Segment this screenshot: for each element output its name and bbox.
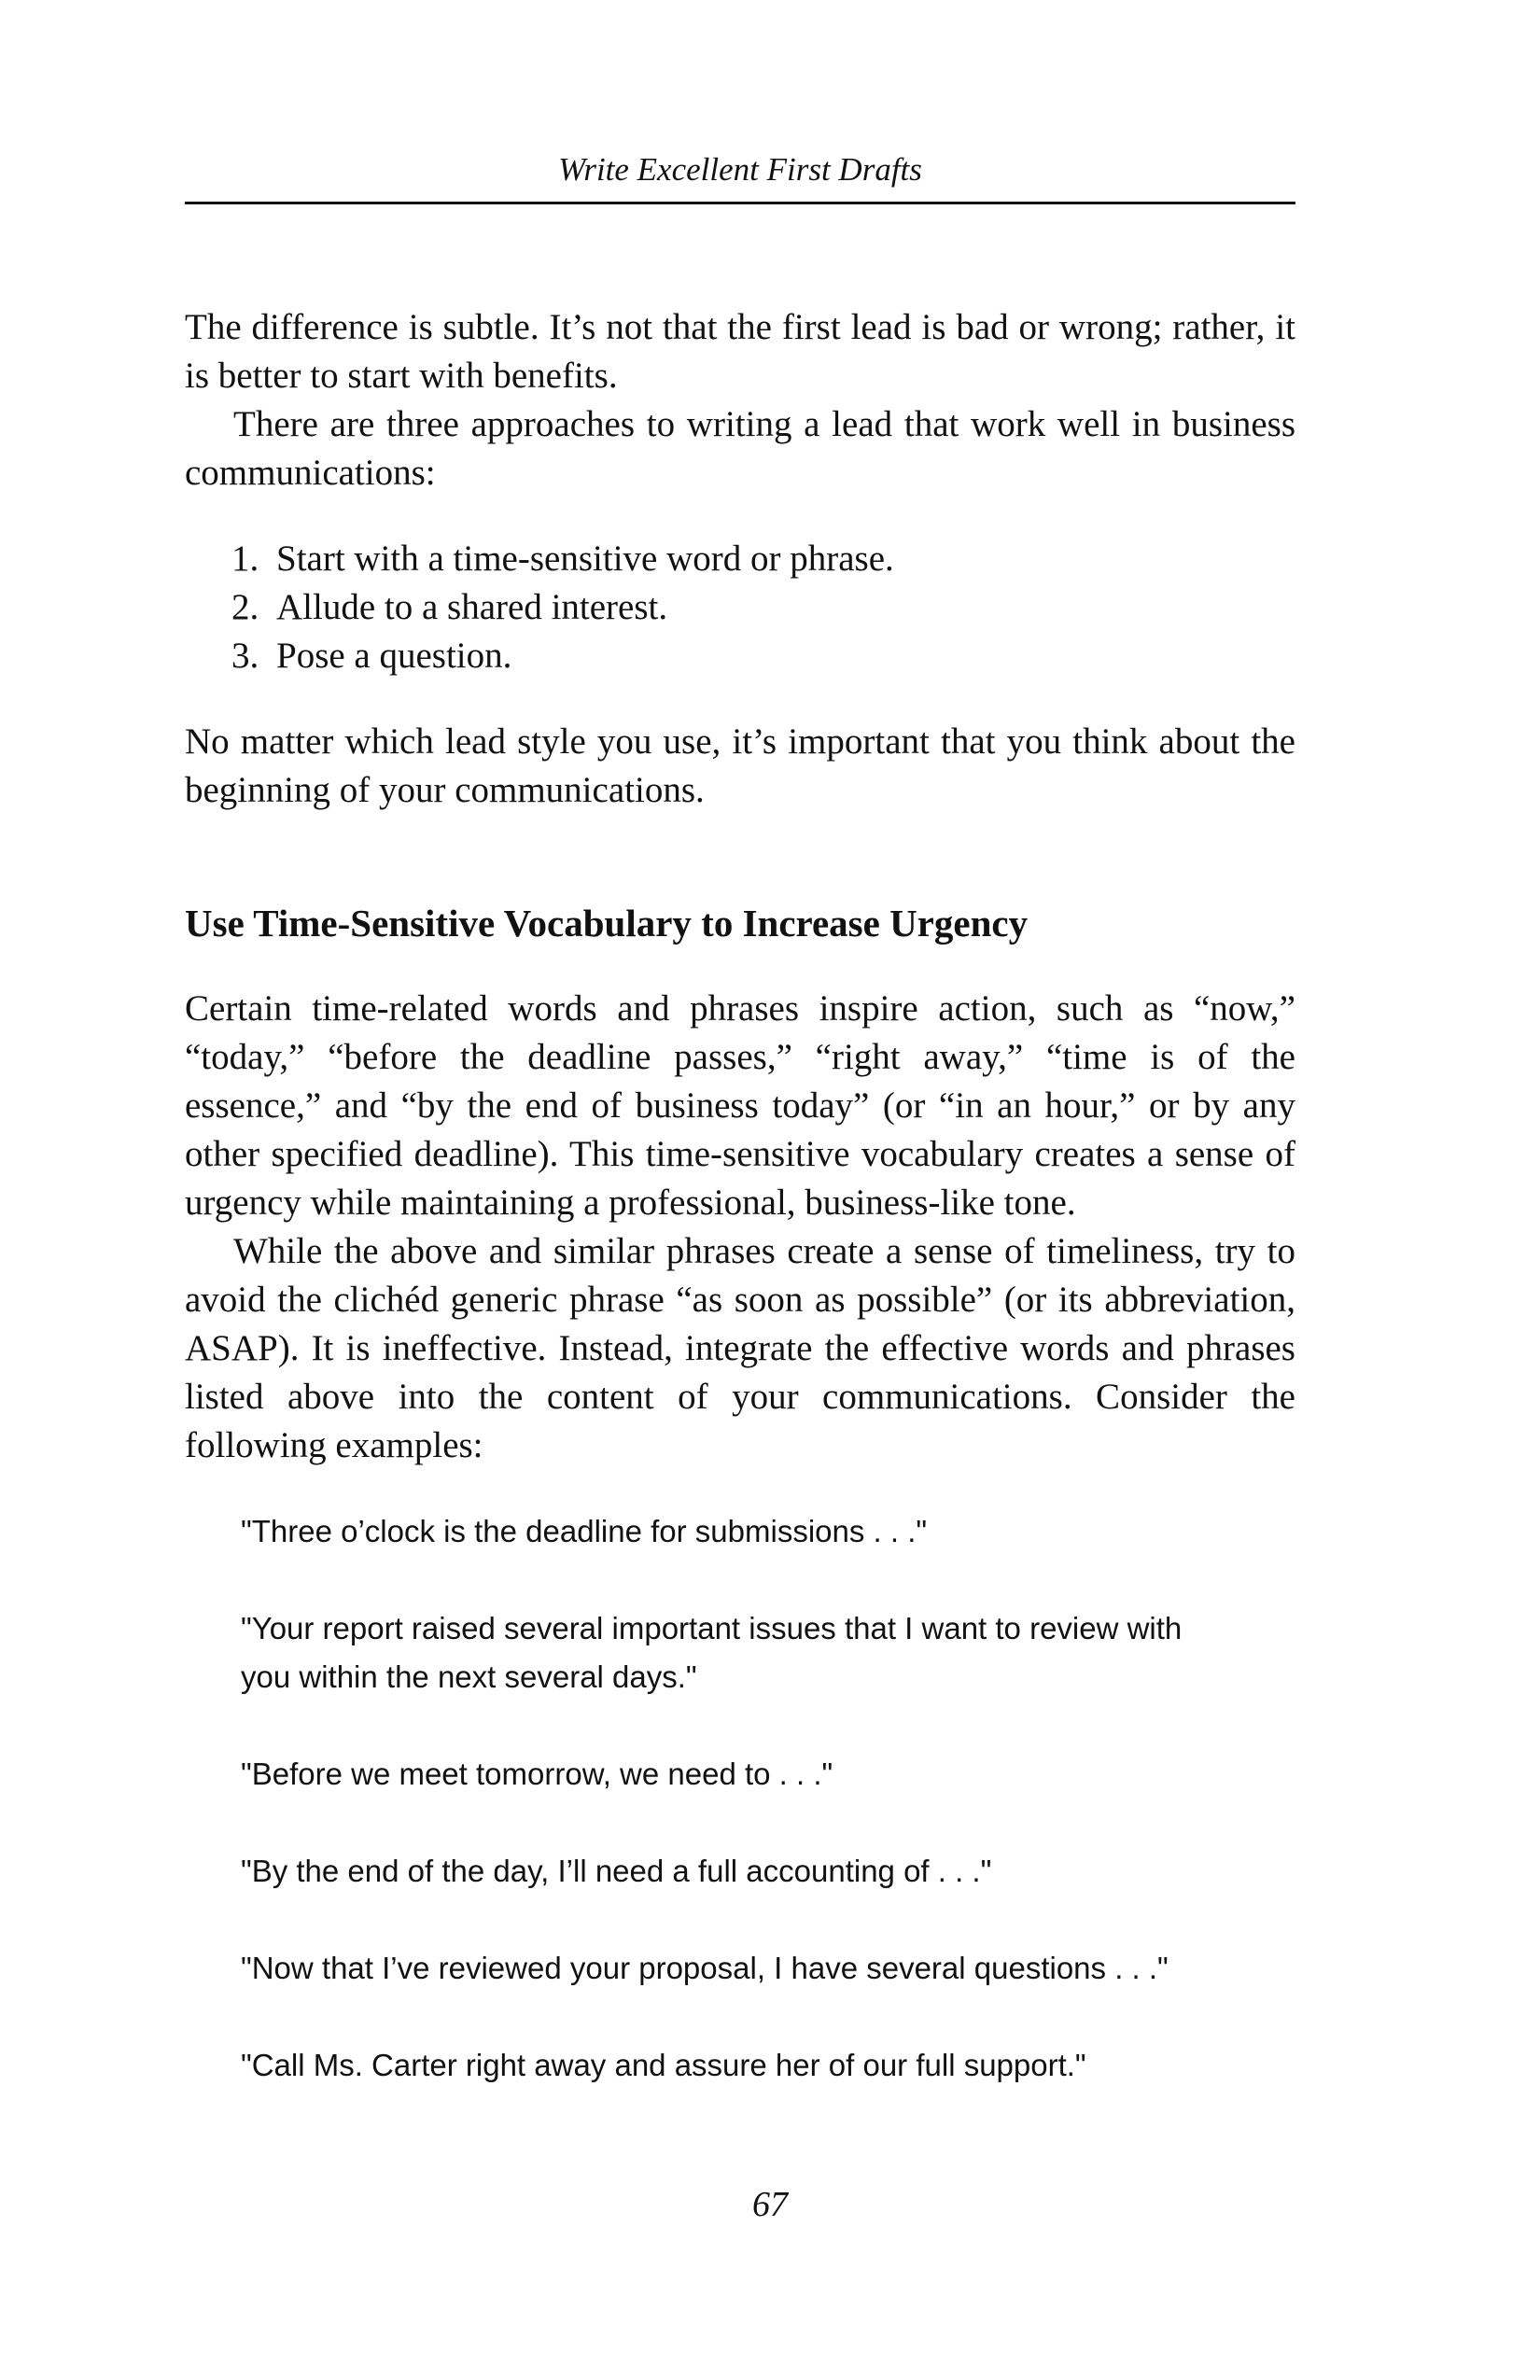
page-content: [185, 303, 1295, 2090]
running-title: Write Excellent First Drafts: [558, 151, 922, 188]
example-quote: "Your report raised several important issues that I want to review with you within the next several days.": [241, 1611, 1183, 1694]
list-item-number: 3.: [231, 636, 259, 676]
list-item-text: Start with a time-sensitive word or phrase.: [276, 539, 894, 579]
running-header: [185, 151, 1295, 204]
page-number: 67: [752, 2185, 788, 2224]
list-item-number: 1.: [231, 539, 259, 579]
list-item-text: Allude to a shared interest.: [276, 587, 668, 627]
body-paragraph: The difference is subtle. It’s not that the first lead is bad or wrong; rather, it is better to start with benefits.: [185, 307, 1295, 396]
example-quote: "Three o’clock is the deadline for submissions . . .": [241, 1514, 928, 1548]
body-paragraph: No matter which lead style you use, it’s important that you think about the beginning of your communications.: [185, 721, 1295, 810]
body-paragraph: There are three approaches to writing a lead that work well in business communications:: [185, 404, 1295, 493]
list-item: [185, 535, 1295, 583]
list-item-number: 2.: [231, 587, 259, 627]
body-paragraph: Certain time-related words and phrases inspire action, such as “now,” “today,” “before the deadline passes,” “right away,” “time is of the essence,” and “by the end of business today” (or “in an hour,” or by any other specified deadline). This time-sensitive vocabulary creates a sense of urgency while maintaining a professional, business-like tone.: [185, 988, 1295, 1223]
example-quote: "By the end of the day, I’ll need a full accounting of . . .": [241, 1854, 992, 1888]
list-item-text: Pose a question.: [276, 636, 512, 676]
example-quote: "Call Ms. Carter right away and assure her of our full support.": [241, 2048, 1086, 2082]
body-paragraph: While the above and similar phrases create a sense of timeliness, try to avoid the clichéd generic phrase “as soon as possible” (or its abbreviation, ASAP). It is ineffective. Instead, integrate the effective words and phrases listed above into the content of your communications. Consider the following examples:: [185, 1231, 1295, 1465]
example-quote: "Before we meet tomorrow, we need to . . .": [241, 1757, 833, 1791]
examples-list: [185, 1507, 1295, 2090]
approaches-list: [185, 535, 1295, 680]
list-item: [185, 583, 1295, 632]
example-quote: "Now that I’ve reviewed your proposal, I have several questions . . .": [241, 1951, 1169, 1985]
section-heading: Use Time-Sensitive Vocabulary to Increase Urgency: [185, 902, 1029, 945]
list-item: [185, 632, 1295, 680]
